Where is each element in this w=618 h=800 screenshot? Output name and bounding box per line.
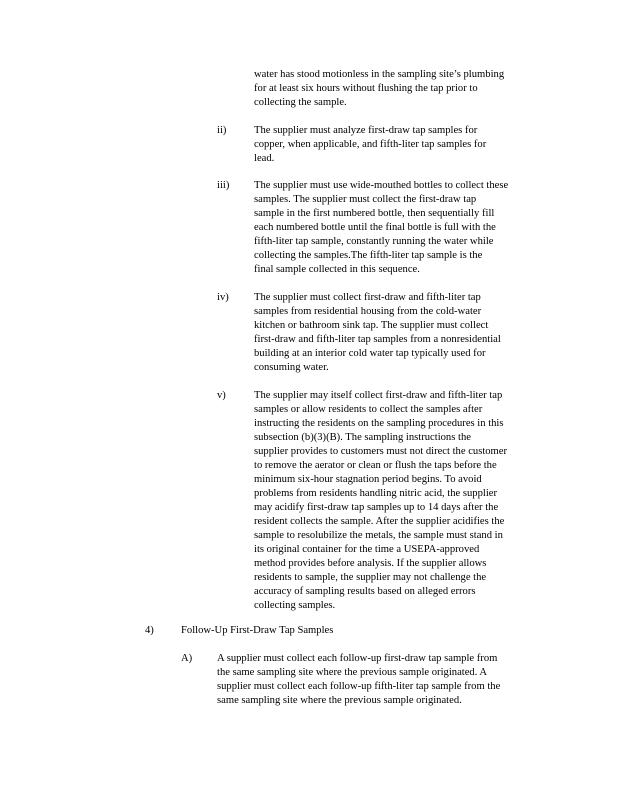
text-line: subsection (b)(3)(B). The sampling instructions the — [254, 432, 471, 443]
text-line: kitchen or bathroom sink tap. The supplier must collect — [254, 320, 489, 331]
text-line: The supplier must analyze first-draw tap samples for — [254, 125, 478, 136]
text-line: its original container for the time a USEPA-approved — [254, 544, 480, 555]
section-4-number: 4) — [145, 625, 154, 636]
text-line: collecting the samples.The fifth-liter tap sample is the — [254, 250, 483, 261]
section-4-heading: Follow-Up First-Draw Tap Samples — [181, 625, 334, 636]
text-line: supplier must collect each follow-up fifth-liter tap sample from the — [217, 681, 501, 692]
text-line: supplier provides to customers must not direct the customer — [254, 446, 508, 457]
text-line: samples from residential housing from the cold-water — [254, 306, 482, 317]
text-line: to remove the aerator or clean or flush the taps before the — [254, 460, 497, 471]
text-line: The supplier must use wide-mouthed bottles to collect these — [254, 180, 509, 191]
text-line: water has stood motionless in the sampling site’s plumbing — [254, 69, 505, 80]
text-line: problems from residents handling nitric acid, the supplier — [254, 488, 498, 499]
item-v-label: v) — [217, 390, 226, 401]
text-line: instructing the residents on the sampling procedures in this — [254, 418, 504, 429]
text-line: for at least six hours without flushing the tap prior to — [254, 83, 478, 94]
item-iii-text — [254, 179, 540, 277]
text-line: samples. The supplier must collect the first-draw tap — [254, 194, 477, 205]
text-line: the same sampling site where the previous sample originated. A — [217, 667, 488, 678]
text-line: sample to resolubilize the metals, the sample must stand in — [254, 530, 503, 541]
text-line: A supplier must collect each follow-up first-draw tap sample from — [217, 653, 498, 664]
text-line: residents to sample, the supplier may not challenge the — [254, 572, 487, 583]
item-iii-label: iii) — [217, 180, 230, 191]
text-line: first-draw and fifth-liter tap samples from a nonresidential — [254, 334, 501, 345]
item-ii-label: ii) — [217, 125, 227, 136]
text-line: The supplier must collect first-draw and fifth-liter tap — [254, 292, 481, 303]
text-line: resident collects the sample. After the supplier acidifies the — [254, 516, 505, 527]
item-v-text — [254, 389, 540, 613]
item-A-label: A) — [181, 653, 193, 664]
text-line: collecting the sample. — [254, 97, 347, 108]
text-line: copper, when applicable, and fifth-liter tap samples for — [254, 139, 487, 150]
text-line: accuracy of sampling results based on alleged errors — [254, 586, 476, 597]
text-line: collecting samples. — [254, 600, 336, 611]
text-line: minimum six-hour stagnation period begins. To avoid — [254, 474, 482, 485]
text-line: sample in the first numbered bottle, then sequentially fill — [254, 208, 495, 219]
text-line: The supplier may itself collect first-draw and fifth-liter tap — [254, 390, 503, 401]
text-line: lead. — [254, 153, 275, 164]
text-line: same sampling site where the previous sample originated. — [217, 695, 462, 706]
text-line: building at an interior cold water tap typically used for — [254, 348, 486, 359]
item-ii-text — [254, 124, 534, 166]
text-line: samples or allow residents to collect the samples after — [254, 404, 483, 415]
item-iv-text — [254, 291, 530, 375]
text-line: final sample collected in this sequence. — [254, 264, 420, 275]
text-line: method provides before analysis. If the supplier allows — [254, 558, 487, 569]
item-i-continuation — [254, 68, 534, 110]
item-A-text — [217, 652, 539, 708]
text-line: fifth-liter tap sample, constantly running the water while — [254, 236, 494, 247]
item-iv-label: iv) — [217, 292, 229, 303]
text-line: consuming water. — [254, 362, 329, 373]
text-line: each numbered bottle until the final bottle is full with the — [254, 222, 496, 233]
text-line: may acidify first-draw tap samples up to 14 days after the — [254, 502, 499, 513]
